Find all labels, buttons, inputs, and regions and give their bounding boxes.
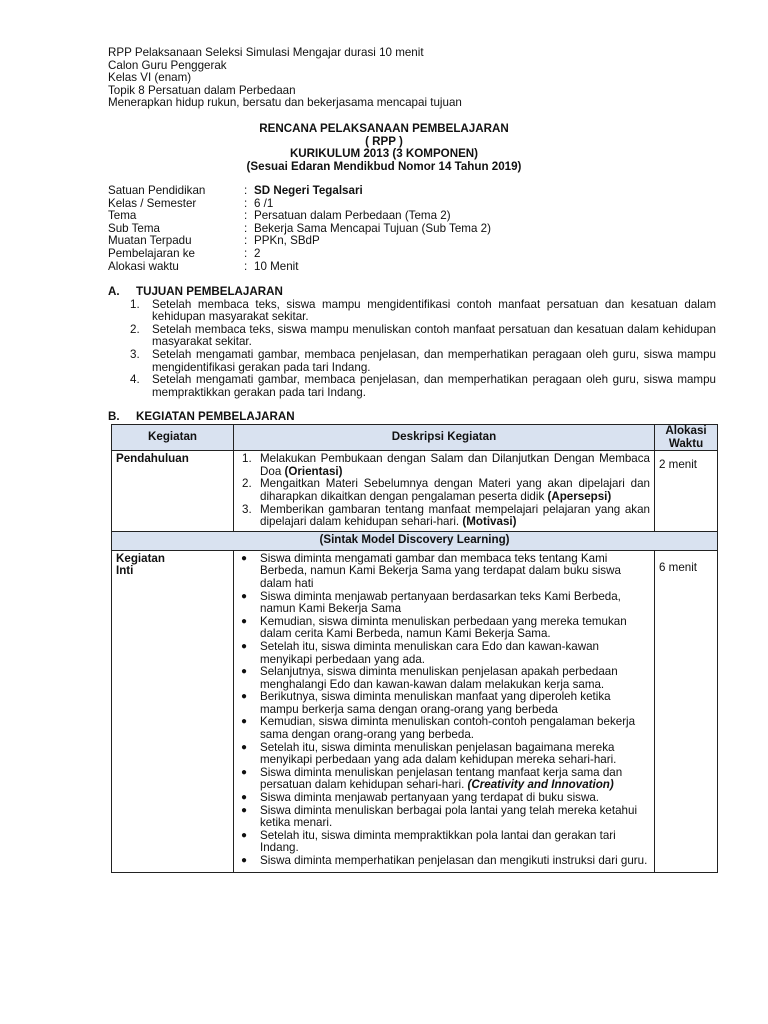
bullet-icon: ● bbox=[241, 640, 248, 652]
item-text: Siswa diminta menjawab pertanyaan yang terdapat di buku siswa. bbox=[260, 791, 599, 805]
identity-block bbox=[108, 185, 668, 273]
table-row-sintak bbox=[112, 531, 718, 550]
alokasi-waktu: 2 menit bbox=[655, 451, 718, 532]
item-text: Berikutnya, siswa diminta menuliskan manfaat yang diperoleh ketika mampu berkerja sama dengan orang-orang yang berbeda bbox=[260, 690, 611, 716]
title-line: (Sesuai Edaran Mendikbud Nomor 14 Tahun 2019) bbox=[246, 159, 522, 173]
list-item bbox=[234, 805, 648, 830]
list-item bbox=[234, 641, 648, 666]
section-letter: B. bbox=[108, 410, 120, 423]
inti-list bbox=[234, 551, 654, 872]
title-line: RENCANA PELAKSANAAN PEMBELAJARAN bbox=[259, 122, 509, 135]
section-title: TUJUAN PEMBELAJARAN bbox=[136, 285, 283, 298]
objective-number: 1. bbox=[130, 297, 140, 311]
section-objectives bbox=[108, 286, 716, 399]
list-item bbox=[234, 767, 648, 792]
item-text: Mengaitkan Materi Sebelumnya dengan Materi yang akan dipelajari dan diharapkan dikaitkan dengan pengalaman peserta didik bbox=[260, 477, 650, 503]
bullet-icon: ● bbox=[241, 552, 248, 564]
pendahuluan-list bbox=[234, 451, 654, 531]
objective-text: Setelah membaca teks, siswa mampu menuliskan contoh manfaat persatuan dan kesatuan dalam kehidupan masyarakat sekitar. bbox=[152, 322, 716, 349]
identity-value: 10 Menit bbox=[254, 259, 299, 273]
identity-label: Tema bbox=[108, 209, 137, 223]
kegiatan-label: Pendahuluan bbox=[112, 451, 234, 532]
identity-colon: : bbox=[244, 196, 248, 210]
alokasi-waktu: 6 menit bbox=[655, 550, 718, 872]
item-tag: (Motivasi) bbox=[462, 515, 517, 529]
list-item bbox=[234, 478, 650, 503]
identity-label: Alokasi waktu bbox=[108, 259, 179, 273]
section-title: KEGIATAN PEMBELAJARAN bbox=[136, 410, 295, 423]
bullet-icon: ● bbox=[241, 855, 248, 866]
identity-value: Persatuan dalam Perbedaan (Tema 2) bbox=[254, 209, 451, 223]
bullet-icon: ● bbox=[241, 741, 248, 753]
objective-item bbox=[108, 324, 716, 349]
item-number: 1. bbox=[242, 452, 252, 466]
identity-row bbox=[108, 261, 668, 274]
bullet-icon: ● bbox=[241, 829, 248, 841]
list-item bbox=[234, 742, 648, 767]
header-line: Menerapkan hidup rukun, bersatu dan bekerjasama mencapai tujuan bbox=[108, 96, 462, 110]
item-text: Selanjutnya, siswa diminta menuliskan penjelasan apakah perbedaan menghalangi Edo dan kawan-kawan dalam melakukan kerja sama. bbox=[260, 665, 618, 691]
item-number: 2. bbox=[242, 477, 252, 491]
list-item bbox=[234, 553, 648, 591]
identity-colon: : bbox=[244, 221, 248, 235]
list-item bbox=[234, 830, 648, 855]
bullet-icon: ● bbox=[241, 804, 248, 816]
list-item bbox=[234, 453, 650, 478]
item-text: Siswa diminta menuliskan berbagai pola lantai yang telah mereka ketahui ketika menari. bbox=[260, 803, 638, 830]
bullet-icon: ● bbox=[241, 792, 248, 804]
identity-label: Kelas / Semester bbox=[108, 196, 197, 210]
kegiatan-label bbox=[112, 550, 234, 872]
objective-text: Setelah mengamati gambar, membaca penjelasan, dan memperhatikan peragaan oleh guru, siswa mampu mempraktikkan gerakan pada tari Indang. bbox=[152, 373, 716, 399]
objective-item bbox=[108, 349, 716, 374]
section-activities-heading bbox=[108, 411, 295, 424]
item-text: Melakukan Pembukaan dengan Salam dan Dilanjutkan Dengan Membaca Doa bbox=[260, 452, 650, 478]
header-line: Kelas VI (enam) bbox=[108, 71, 192, 85]
identity-label: Sub Tema bbox=[108, 221, 160, 235]
document-header bbox=[108, 47, 462, 110]
identity-row bbox=[108, 185, 668, 198]
deskripsi-cell bbox=[234, 451, 655, 532]
item-number: 3. bbox=[242, 502, 252, 516]
bullet-icon: ● bbox=[241, 666, 248, 678]
identity-value: SD Negeri Tegalsari bbox=[254, 184, 363, 197]
table-row-inti bbox=[112, 550, 718, 872]
item-text: Memberikan gambaran tentang manfaat mempelajari pelajaran yang akan dipelajari dalam kehidupan sehari-hari. bbox=[260, 502, 650, 529]
header-line: Calon Guru Penggerak bbox=[108, 58, 227, 72]
list-item bbox=[234, 691, 648, 716]
deskripsi-cell bbox=[234, 550, 655, 872]
identity-row bbox=[108, 248, 668, 261]
identity-label: Satuan Pendidikan bbox=[108, 184, 206, 197]
item-emphasis: (Creativity and Innovation) bbox=[467, 778, 614, 792]
item-text: Siswa diminta mengamati gambar dan membaca teks tentang Kami Berbeda, namun Kami Bekerja Sama yang terdapat dalam buku siswa dalam hati bbox=[260, 551, 621, 590]
objective-item bbox=[108, 374, 716, 399]
objective-list bbox=[108, 299, 716, 400]
identity-colon: : bbox=[244, 209, 248, 223]
item-text: Setelah itu, siswa diminta menuliskan cara Edo dan kawan-kawan menyikapi perbedaan yang ada. bbox=[260, 639, 599, 666]
title-line: KURIKULUM 2013 (3 KOMPONEN) bbox=[289, 147, 479, 161]
bullet-icon: ● bbox=[241, 716, 248, 728]
identity-colon: : bbox=[244, 184, 248, 197]
identity-colon: : bbox=[244, 259, 248, 273]
table-row-pendahuluan bbox=[112, 451, 718, 532]
list-item bbox=[234, 716, 648, 741]
identity-value: Bekerja Sama Mencapai Tujuan (Sub Tema 2) bbox=[254, 221, 491, 235]
objective-number: 3. bbox=[130, 347, 140, 361]
bullet-icon: ● bbox=[241, 590, 248, 602]
list-item bbox=[234, 591, 648, 616]
title-line: ( RPP ) bbox=[365, 134, 403, 148]
table-header-row bbox=[112, 425, 718, 451]
item-text: Kemudian, siswa diminta menuliskan perbedaan yang mereka temukan dalam cerita Kami Berbeda, namun Kami Bekerja Sama. bbox=[260, 614, 627, 641]
item-tag: (Apersepsi) bbox=[547, 489, 612, 503]
identity-colon: : bbox=[244, 246, 248, 260]
objective-text: Setelah mengamati gambar, membaca penjelasan, dan memperhatikan peragaan oleh guru, siswa mampu mengidentifikasi gerakan pada tari Indang. bbox=[152, 347, 716, 374]
objective-number: 2. bbox=[130, 322, 140, 336]
identity-value: 6 /1 bbox=[254, 196, 274, 210]
kegiatan-label-line: Inti bbox=[116, 564, 134, 578]
item-text: Siswa diminta menjawab pertanyaan berdasarkan teks Kami Berbeda, namun Kami Bekerja Sama bbox=[260, 589, 621, 616]
document-title bbox=[0, 123, 768, 173]
objective-number: 4. bbox=[130, 373, 140, 387]
header-deskripsi: Deskripsi Kegiatan bbox=[234, 425, 655, 451]
objective-text: Setelah membaca teks, siswa mampu mengidentifikasi contoh manfaat persatuan dan kesatuan dalam kehidupan masyarakat sekitar. bbox=[152, 297, 716, 324]
objective-item bbox=[108, 299, 716, 324]
item-text: Setelah itu, siswa diminta menuliskan penjelasan bagaimana mereka menyikapi perbedaan yang ada dalam kehidupan mereka sehari-hari. bbox=[260, 740, 617, 767]
identity-row bbox=[108, 210, 668, 223]
sintak-label: (Sintak Model Discovery Learning) bbox=[112, 531, 718, 550]
item-tag: (Orientasi) bbox=[284, 464, 343, 478]
header-alokasi: Alokasi Waktu bbox=[655, 425, 718, 451]
section-letter: A. bbox=[108, 285, 120, 298]
identity-label: Muatan Terpadu bbox=[108, 234, 192, 248]
item-text: Kemudian, siswa diminta menuliskan contoh-contoh pengalaman bekerja sama dengan orang-orang yang berbeda. bbox=[260, 715, 636, 742]
bullet-icon: ● bbox=[241, 691, 248, 703]
header-line: Topik 8 Persatuan dalam Perbedaan bbox=[108, 83, 296, 97]
identity-label: Pembelajaran ke bbox=[108, 246, 196, 260]
activity-table bbox=[111, 424, 718, 873]
identity-value: PPKn, SBdP bbox=[254, 234, 320, 248]
item-text: Setelah itu, siswa diminta mempraktikkan pola lantai dan gerakan tari Indang. bbox=[260, 828, 616, 855]
item-text: Siswa diminta memperhatikan penjelasan dan mengikuti instruksi dari guru. bbox=[260, 854, 648, 867]
item-text: Siswa diminta menuliskan penjelasan tentang manfaat kerja sama dan persatuan dalam kehidupan sehari-hari. bbox=[260, 765, 623, 792]
list-item bbox=[234, 504, 650, 529]
identity-row bbox=[108, 223, 668, 236]
list-item bbox=[234, 616, 648, 641]
bullet-icon: ● bbox=[241, 615, 248, 627]
identity-colon: : bbox=[244, 234, 248, 248]
header-line: RPP Pelaksanaan Seleksi Simulasi Mengajar durasi 10 menit bbox=[108, 46, 424, 59]
list-item bbox=[234, 855, 648, 868]
identity-value: 2 bbox=[254, 246, 261, 260]
bullet-icon: ● bbox=[241, 766, 248, 778]
list-item bbox=[234, 666, 648, 691]
header-kegiatan: Kegiatan bbox=[112, 425, 234, 451]
kegiatan-label-line: Kegiatan bbox=[116, 551, 165, 565]
